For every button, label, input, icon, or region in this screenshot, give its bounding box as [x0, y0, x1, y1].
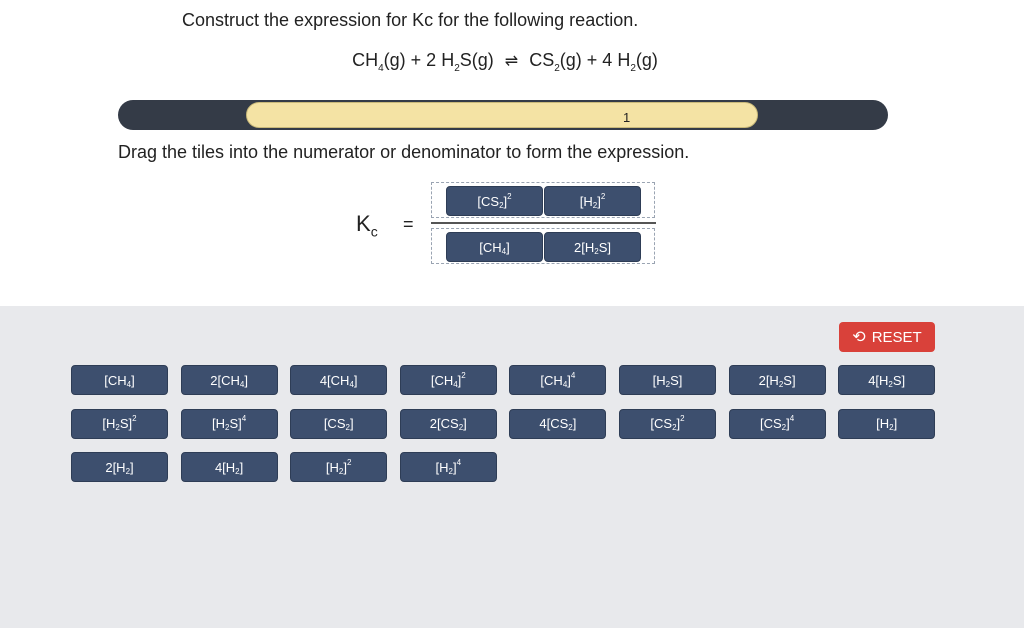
denominator-tile[interactable]	[446, 232, 543, 262]
tile-text-a: [H	[876, 416, 890, 431]
tile-text-sub: 4	[453, 379, 458, 389]
eq-part: S(g)	[459, 50, 494, 70]
tray-tile[interactable]	[729, 365, 826, 395]
reset-icon: ⟲	[852, 329, 866, 346]
tile-text-sup: 4	[570, 370, 576, 380]
tile-text-sub: 2	[115, 423, 120, 432]
tile-text-b: S]	[670, 372, 683, 388]
tile-text-a: [CS	[650, 416, 673, 431]
tray-tile[interactable]	[619, 365, 716, 395]
progress-bar	[118, 100, 888, 130]
tile-text-b: ]	[239, 459, 244, 475]
tile-text-b: ]	[353, 372, 358, 388]
kc-symbol	[356, 211, 378, 239]
tile-text-a: 2[CH	[210, 372, 240, 388]
tray-tile[interactable]	[181, 452, 278, 482]
fraction-line	[431, 222, 656, 224]
progress-fill	[246, 102, 758, 128]
tile-text-a: [CS	[477, 193, 500, 209]
tile-text-b: S]	[598, 239, 611, 255]
tile-text-sub: 2	[592, 200, 598, 210]
tile-text-a: [CS	[323, 416, 346, 431]
eq-sub: 2	[554, 63, 560, 74]
tile-text-b: S]	[229, 416, 242, 431]
tile-text-sup: 2	[132, 414, 137, 423]
tile-text-sup: 4	[456, 457, 462, 467]
tray-tile[interactable]	[400, 409, 497, 439]
tile-text-sup: 2	[347, 457, 352, 467]
tile-text-sup: 2	[600, 191, 606, 201]
tile-text-b: ]	[457, 372, 462, 388]
tile-text-a: [CH	[430, 372, 454, 388]
denominator-tile[interactable]	[544, 232, 641, 262]
eq-sub: 2	[454, 63, 460, 74]
tile-text-a: [H	[652, 372, 666, 388]
tile-text-b: ]	[893, 416, 898, 431]
tile-text-a: [H	[435, 459, 449, 475]
tile-text-sub: 4	[501, 246, 507, 256]
tile-text-sup: 2	[680, 414, 685, 423]
tile-text-a: 4[CH	[319, 372, 350, 388]
kc-k: K	[356, 211, 371, 236]
tile-text-a: 2[H	[758, 372, 779, 388]
tile-text-sub: 4	[349, 379, 354, 389]
tile-text-b: ]	[463, 416, 467, 431]
eq-part: (g) + 4 H	[559, 50, 631, 70]
instruction-text: Drag the tiles into the numerator or denominator to form the expression.	[118, 142, 690, 162]
tile-text-b: ]	[349, 416, 354, 431]
tile-text-sub: 2	[235, 466, 240, 476]
tray-tile[interactable]	[400, 452, 497, 482]
tile-text-a: [CH	[540, 372, 563, 388]
tile-text-sub: 2	[458, 423, 464, 432]
tile-text-b: ]	[131, 372, 135, 388]
tile-text-a: [H	[579, 193, 593, 209]
reset-button[interactable]	[839, 322, 935, 352]
tile-text-sub: 2	[672, 423, 677, 432]
tile-text-a: 2[H	[105, 459, 126, 475]
tile-text-b: S]	[119, 416, 133, 431]
tile-text-a: [CS	[759, 416, 782, 431]
tray-tile[interactable]	[181, 365, 278, 395]
eq-part: (g) + 2 H	[383, 50, 455, 70]
tile-text-b: ]	[503, 193, 508, 209]
tile-text-a: [H	[211, 416, 225, 431]
tray-tile[interactable]	[71, 365, 168, 395]
tile-text-b: ]	[786, 416, 790, 431]
tile-text-sup: 2	[461, 370, 466, 380]
tile-text-b: ]	[567, 372, 571, 388]
tile-text-b: ]	[506, 239, 510, 255]
tile-text-sup: 4	[241, 414, 247, 423]
tile-text-a: [H	[325, 459, 339, 475]
tile-text-sub: 2	[224, 423, 230, 432]
tile-text-a: 4[H	[868, 372, 889, 388]
tile-text-sub: 4	[562, 379, 568, 389]
tile-text-sub: 2	[125, 466, 131, 476]
tray-tile[interactable]	[71, 409, 168, 439]
tile-text-sub: 2	[778, 379, 784, 389]
kc-sub: c	[370, 223, 378, 240]
tray-tile[interactable]	[619, 409, 716, 439]
tile-text-b: ]	[244, 372, 248, 388]
tray-tile[interactable]	[400, 365, 497, 395]
numerator-tile[interactable]	[446, 186, 543, 216]
tile-text-a: 4[CS	[539, 416, 569, 431]
tile-text-sub: 4	[239, 379, 245, 389]
tile-text-sup: 2	[507, 191, 512, 201]
tray-tile[interactable]	[290, 409, 387, 439]
tile-text-sub: 2	[594, 246, 599, 256]
tile-text-a: [H	[102, 416, 116, 431]
equals-sign: =	[403, 214, 414, 234]
tray-tile[interactable]	[290, 452, 387, 482]
tile-text-b: ]	[343, 459, 347, 475]
tile-text-a: 4[H	[214, 459, 236, 475]
eq-part: CS	[529, 50, 555, 70]
tile-text-sub: 2	[665, 379, 671, 389]
eq-part: (g)	[635, 50, 658, 70]
numerator-tile[interactable]	[544, 186, 641, 216]
reset-label: RESET	[871, 328, 922, 346]
tile-text-sub: 4	[126, 379, 132, 389]
reaction-equation	[0, 50, 1010, 74]
tile-text-sub: 2	[499, 200, 504, 210]
tile-text-sub: 2	[345, 423, 350, 432]
tile-text-b: S]	[892, 372, 906, 388]
tile-text-b: ]	[572, 416, 577, 431]
tile-text-sub: 2	[338, 466, 344, 476]
tray-tile[interactable]	[838, 365, 935, 395]
tile-text-sub: 2	[781, 423, 787, 432]
tile-text-a: 2[H	[574, 239, 595, 255]
tray-tile[interactable]	[838, 409, 935, 439]
tile-text-b: ]	[597, 193, 601, 209]
tray-tile[interactable]	[509, 409, 606, 439]
tile-text-sup: 4	[789, 414, 795, 423]
tile-text-a: [CH	[104, 372, 127, 388]
tile-text-b: S]	[783, 372, 796, 388]
tile-text-sub: 2	[888, 379, 893, 389]
tile-text-b: ]	[130, 459, 134, 475]
tile-text-sub: 2	[889, 423, 894, 432]
tile-text-a: 2[CS	[429, 416, 459, 431]
tile-text-sub: 2	[448, 466, 453, 476]
tile-text-b: ]	[452, 459, 457, 475]
tile-text-b: ]	[676, 416, 681, 431]
tray-tile[interactable]	[729, 409, 826, 439]
question-title: Construct the expression for Kc for the following reaction.	[182, 10, 639, 30]
tile-text-sub: 2	[568, 423, 573, 432]
equilibrium-arrow-icon: ⇌	[504, 53, 519, 70]
progress-label: 1	[623, 110, 631, 125]
tray-tile[interactable]	[71, 452, 168, 482]
eq-sub: 2	[630, 63, 636, 74]
tray-tile[interactable]	[290, 365, 387, 395]
eq-sub: 4	[378, 63, 384, 74]
tile-text-a: [CH	[479, 239, 502, 255]
tray-tile[interactable]	[509, 365, 606, 395]
eq-part: CH	[352, 50, 379, 70]
tray-tile[interactable]	[181, 409, 278, 439]
